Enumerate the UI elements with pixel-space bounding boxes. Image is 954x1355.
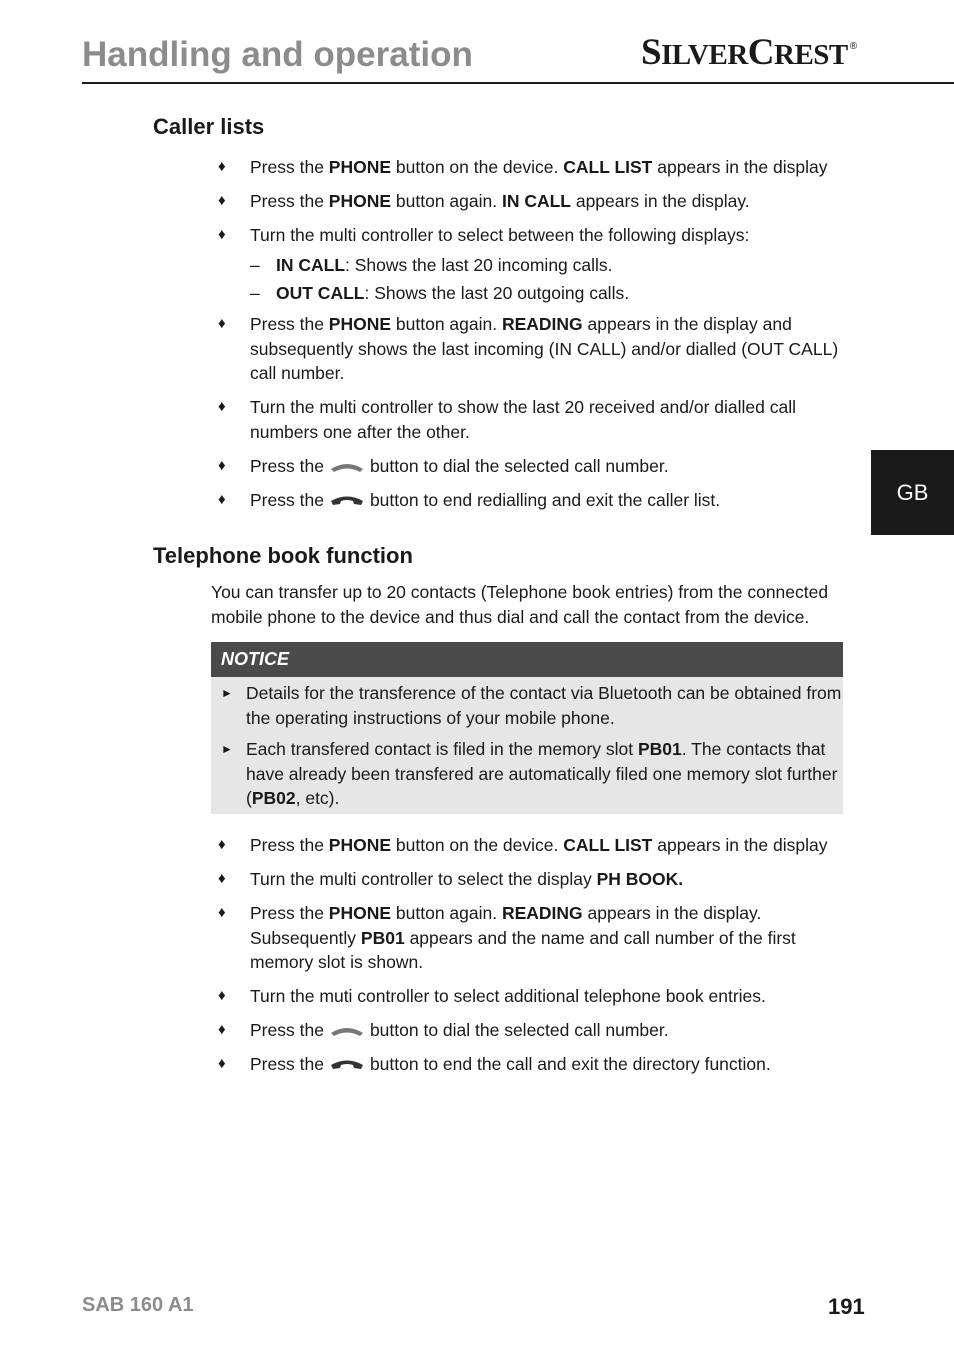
- step-text: button on the device.: [391, 157, 564, 177]
- step-text: appears in the display. Subsequently: [250, 903, 762, 948]
- notice-bold: PB01: [637, 739, 682, 759]
- step-text: Press the: [250, 314, 329, 334]
- phone-hangup-icon: [330, 495, 364, 507]
- step-text: : Shows the last 20 outgoing calls.: [364, 282, 630, 303]
- step-bold: IN CALL: [501, 191, 571, 211]
- list-item: [218, 984, 858, 1009]
- list-item: [218, 901, 858, 975]
- step-text: Turn the multi controller to show the last 20 received and/or dialled call numbers one after the other.: [250, 397, 797, 442]
- dash-icon: –: [250, 255, 260, 275]
- step-text: Turn the multi controller to select the display: [250, 869, 597, 889]
- bullet-icon: ♦: [218, 226, 226, 243]
- notice-text: Each transfered contact is filed in the memory slot: [246, 739, 638, 759]
- caller-lists-heading: Caller lists: [153, 114, 265, 139]
- step-bold: PB01: [360, 927, 405, 948]
- step-text: button on the device.: [391, 835, 564, 855]
- step-bold: READING: [501, 903, 583, 923]
- step-bold: PHONE: [328, 157, 392, 177]
- list-item: [218, 488, 858, 513]
- step-bold: PHONE: [328, 903, 392, 923]
- phone-dial-icon: [330, 461, 364, 473]
- step-bold: CALL LIST: [563, 157, 653, 177]
- sub-list-item: [218, 253, 858, 278]
- step-text: Press the: [250, 157, 329, 177]
- step-text: Press the: [250, 489, 324, 510]
- step-text: Turn the multi controller to select between the following displays:: [250, 225, 750, 245]
- bullet-icon: ♦: [218, 490, 226, 508]
- telephone-book-intro: You can transfer up to 20 contacts (Telephone book entries) from the connected mobile phone to the device and thus dial and call the contact from the device.: [211, 582, 829, 627]
- language-tab-label: GB: [896, 479, 929, 505]
- list-item: [218, 454, 858, 479]
- notice-list: [211, 677, 843, 811]
- list-item: [218, 312, 858, 386]
- step-text: button to end redialling and exit the caller list.: [369, 489, 721, 510]
- notice-item: [211, 681, 843, 730]
- notice-text: . The contacts that have already been transfered are automatically filed one memory slot further (: [246, 739, 838, 808]
- triangle-bullet-icon: ►: [221, 686, 233, 700]
- list-item: [218, 833, 858, 858]
- step-bold: OUT CALL: [276, 282, 365, 303]
- footer-model: SAB 160 A1: [82, 1294, 194, 1316]
- list-item: [218, 155, 858, 180]
- brand-logo: SILVERCREST ®: [641, 32, 857, 73]
- notice-title: NOTICE: [211, 642, 843, 677]
- step-text: Turn the muti controller to select additional telephone book entries.: [250, 986, 766, 1006]
- step-bold: IN CALL: [276, 255, 346, 275]
- step-bold: PHONE: [328, 191, 392, 211]
- list-item: [218, 189, 858, 214]
- notice-bold: PB02: [251, 788, 296, 808]
- caller-lists-steps: [218, 155, 858, 522]
- step-text: Press the: [250, 835, 329, 855]
- step-text: Press the: [250, 1054, 324, 1074]
- page-number: 191: [828, 1294, 865, 1319]
- list-item: [218, 1052, 858, 1077]
- bullet-icon: ♦: [218, 398, 226, 415]
- list-item: [218, 395, 858, 444]
- list-item: [218, 1018, 858, 1043]
- step-text: Press the: [250, 191, 329, 211]
- step-text: button to end the call and exit the directory function.: [369, 1054, 771, 1074]
- step-text: appears in the display: [652, 157, 828, 177]
- step-text: appears in the display.: [570, 191, 750, 211]
- step-text: appears in the display: [652, 835, 828, 855]
- telephone-book-heading: Telephone book function: [153, 543, 413, 568]
- bullet-icon: ♦: [218, 1055, 226, 1072]
- notice-text: Details for the transference of the contact via Bluetooth can be obtained from the operating instructions of your mobile phone.: [246, 683, 842, 728]
- step-bold: PH BOOK.: [596, 869, 684, 889]
- step-bold: CALL LIST: [563, 835, 653, 855]
- phone-dial-icon: [330, 1025, 364, 1037]
- step-text: Press the: [250, 455, 324, 476]
- triangle-bullet-icon: ►: [221, 742, 233, 756]
- step-text: appears in the display and subsequently shows the last incoming (IN CALL) and/or dialled (OUT CALL) call number.: [250, 314, 839, 383]
- dash-icon: –: [250, 282, 260, 303]
- phone-hangup-icon: [330, 1059, 364, 1071]
- step-bold: READING: [501, 314, 583, 334]
- sub-list-item: [218, 281, 858, 306]
- bullet-icon: ♦: [218, 158, 226, 175]
- step-text: button again.: [391, 903, 502, 923]
- bullet-icon: ♦: [218, 904, 226, 921]
- header-rule: [82, 82, 954, 84]
- notice-item: [211, 737, 843, 811]
- language-tab: [871, 450, 954, 535]
- telephone-book-steps: [218, 833, 858, 1086]
- bullet-icon: ♦: [218, 456, 226, 474]
- step-bold: PHONE: [328, 835, 392, 855]
- step-text: button to dial the selected call number.: [369, 1020, 669, 1040]
- step-text: button again.: [391, 314, 502, 334]
- bullet-icon: ♦: [218, 836, 226, 853]
- bullet-icon: ♦: [218, 987, 226, 1004]
- step-text: button again.: [391, 191, 502, 211]
- bullet-icon: ♦: [218, 192, 226, 209]
- notice-box: [211, 642, 843, 814]
- step-text: button to dial the selected call number.: [369, 455, 669, 476]
- list-item: [218, 223, 858, 248]
- bullet-icon: ♦: [218, 1021, 226, 1038]
- step-bold: PHONE: [328, 314, 392, 334]
- page-title: Handling and operation: [82, 35, 473, 74]
- bullet-icon: ♦: [218, 315, 226, 332]
- step-text: Press the: [250, 903, 329, 923]
- step-text: Press the: [250, 1020, 324, 1040]
- step-text: : Shows the last 20 incoming calls.: [345, 255, 613, 275]
- step-text: appears and the name and call number of the first memory slot is shown.: [250, 927, 796, 972]
- notice-text: , etc).: [295, 788, 340, 808]
- list-item: [218, 867, 858, 892]
- bullet-icon: ♦: [218, 870, 226, 887]
